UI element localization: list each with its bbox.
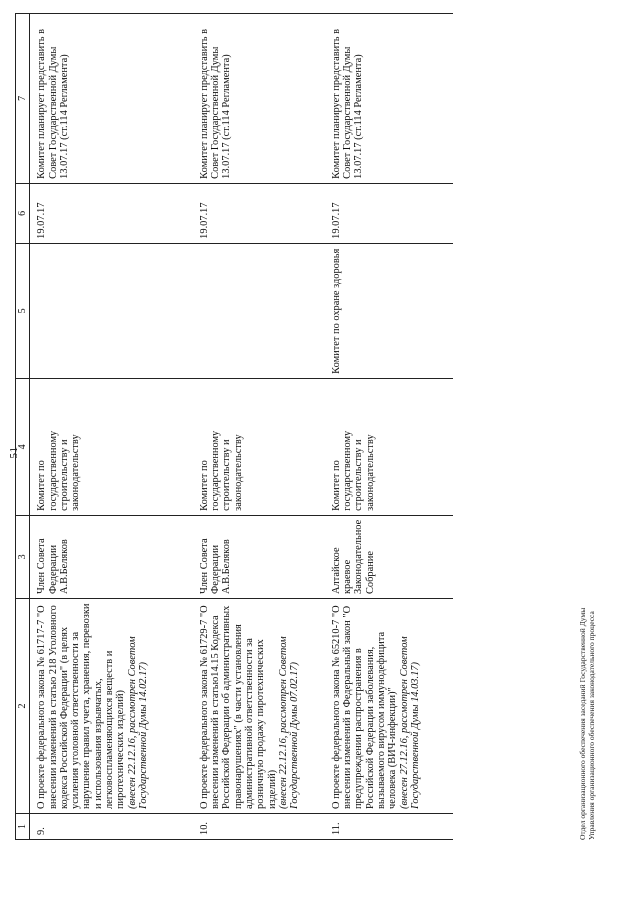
bill-cell	[30, 599, 196, 814]
bill-title: О проекте федерального закона № 61717-7 "О внесении изменений в статью 218 Уголовного кодекса Российской Федерации" (в целях усиления уголовной ответственности за нарушение правил учета, хранения, перевозки и использования взрывчатых, легковоспламеняющихся веществ и пиротехнических изделий)	[36, 603, 127, 809]
co-committee	[30, 243, 196, 378]
initiator: Алтайское краевое Законодательное Собрание	[328, 515, 453, 598]
bill-note: (внесен 27.12.16, рассмотрен Советом Государственной Думы 14.03.17)	[398, 636, 421, 809]
bill-title: О проекте федерального закона № 65210-7 "О внесении изменений в Федеральный закон "О предупреждении распространения в Российской Федерации заболевания, вызываемого вирусом иммунодефицита человека (ВИЧ-инфекции)"	[330, 605, 399, 809]
plan-note: Комитет планирует представить в Совет Государственной Думы 13.07.17 (ст.114 Регламента)	[30, 13, 196, 183]
header-cell: 3	[16, 515, 30, 598]
header-cell: 5	[16, 243, 30, 378]
header-row	[16, 13, 30, 839]
bill-cell	[328, 599, 453, 814]
table-row	[328, 13, 453, 839]
page-number: 51	[8, 446, 20, 459]
plan-note: Комитет планирует представить в Совет Государственной Думы 13.07.17 (ст.114 Регламента)	[196, 13, 328, 183]
table-row	[196, 13, 328, 839]
co-committee	[196, 243, 328, 378]
header-cell: 4	[16, 378, 30, 515]
co-committee: Комитет по охране здоровья	[328, 243, 453, 378]
footer-line: Отдел организационного обеспечения заседаний Государственной Думы	[578, 607, 587, 840]
table-row	[30, 13, 196, 839]
bill-title: О проекте федерального закона № 61729-7 "О внесении изменений в статью14.15 Кодекса Российской Федерации об административных правонарушениях" (в части установления административной ответственности за розничную продажу пиротехнических изделий)	[198, 605, 278, 809]
agenda-table	[15, 13, 453, 840]
responsible-committee: Комитет по государственному строительству и законодательству	[196, 378, 328, 515]
review-date: 19.07.17	[328, 183, 453, 243]
review-date: 19.07.17	[196, 183, 328, 243]
responsible-committee: Комитет по государственному строительству и законодательству	[30, 378, 196, 515]
plan-note: Комитет планирует представить в Совет Государственной Думы 13.07.17 (ст.114 Регламента)	[328, 13, 453, 183]
bill-note: (внесен 22.12.16, рассмотрен Советом Государственной Думы 14.02.17)	[126, 636, 149, 809]
header-cell: 2	[16, 599, 30, 814]
row-number: 11.	[328, 814, 453, 840]
footer-line: Управления организационного обеспечения законодательного процесса	[587, 611, 596, 840]
bill-note: (внесен 22.12.16, рассмотрен Советом Государственной Думы 07.02.17)	[277, 636, 301, 809]
row-number: 10.	[196, 814, 328, 840]
initiator: Член Совета Федерации А.В.Беляков	[30, 515, 196, 598]
header-cell: 1	[16, 814, 30, 840]
footer-note	[578, 608, 596, 840]
row-number: 9.	[30, 814, 196, 840]
responsible-committee: Комитет по государственному строительству и законодательству	[328, 378, 453, 515]
bill-cell	[196, 599, 328, 814]
header-cell: 7	[16, 13, 30, 183]
review-date: 19.07.17	[30, 183, 196, 243]
header-cell: 6	[16, 183, 30, 243]
initiator: Член Совета Федерации А.В.Беляков	[196, 515, 328, 598]
